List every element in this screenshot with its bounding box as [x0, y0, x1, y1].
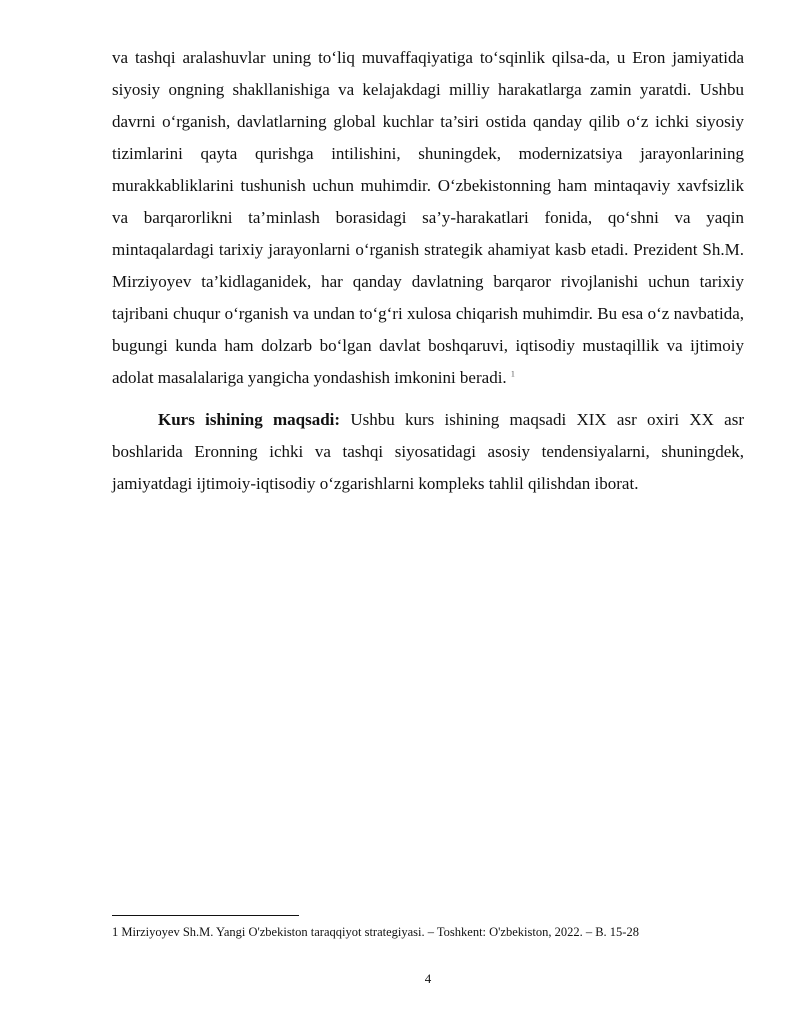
paragraph-context — [112, 42, 744, 394]
page-number: 4 — [424, 971, 432, 986]
footnote-reference-marker: 1 — [510, 369, 515, 379]
body-text — [112, 42, 744, 500]
paragraph-course-goal — [112, 404, 744, 500]
footnote-separator — [112, 915, 299, 916]
course-goal-text: Ushbu kurs ishining maqsadi XIX asr oxiri XX asr boshlarida Eronning ichki va tashqi siyosatidagi asosiy tendensiyalarni, shuningdek, jamiyatdagi ijtimoiy-iqtisodiy o‘zgarishlarni kompleks tahlil qilishdan iborat. — [112, 410, 744, 493]
course-goal-heading: Kurs ishining maqsadi: — [158, 410, 341, 429]
footnote: 1 Mirziyoyev Sh.M. Yangi O'zbekiston taraqqiyot strategiyasi. – Toshkent: O'zbekiston, 2022. – B. 15-28 — [112, 925, 639, 939]
paragraph-context-text: va tashqi aralashuvlar uning to‘liq muvaffaqiyatiga to‘sqinlik qilsa-da, u Eron jamiyatida siyosiy ongning shakllanishiga va kelajakdagi milliy harakatlarga zamin yaratdi. Ushbu davrni o‘rganish, davlatlarning global kuchlar ta’siri ostida qanday qilib o‘z ichki siyosiy tizimlarini qayta qurishga intilishini, shuningdek, modernizatsiya jarayonlarining murakkabliklarini tushunish uchun muhimdir. O‘zbekistonning ham mintaqaviy xavfsizlik va barqarorlikni ta’minlash borasidagi sa’y-harakatlari fonida, qo‘shni va yaqin mintaqalardagi tarixiy jarayonlarni o‘rganish strategik ahamiyat kasb etadi. Prezident Sh.M. Mirziyoyev ta’kidlaganidek, har qanday davlatning barqaror rivojlanishi uchun tarixiy tajribani chuqur o‘rganish va undan to‘g‘ri xulosa chiqarish muhimdir. Bu esa o‘z navbatida, bugungi kunda ham dolzarb bo‘lgan davlat boshqaruvi, iqtisodiy mustaqillik va ijtimoiy adolat masalalariga yangicha yondashish imkonini beradi. — [112, 48, 744, 387]
